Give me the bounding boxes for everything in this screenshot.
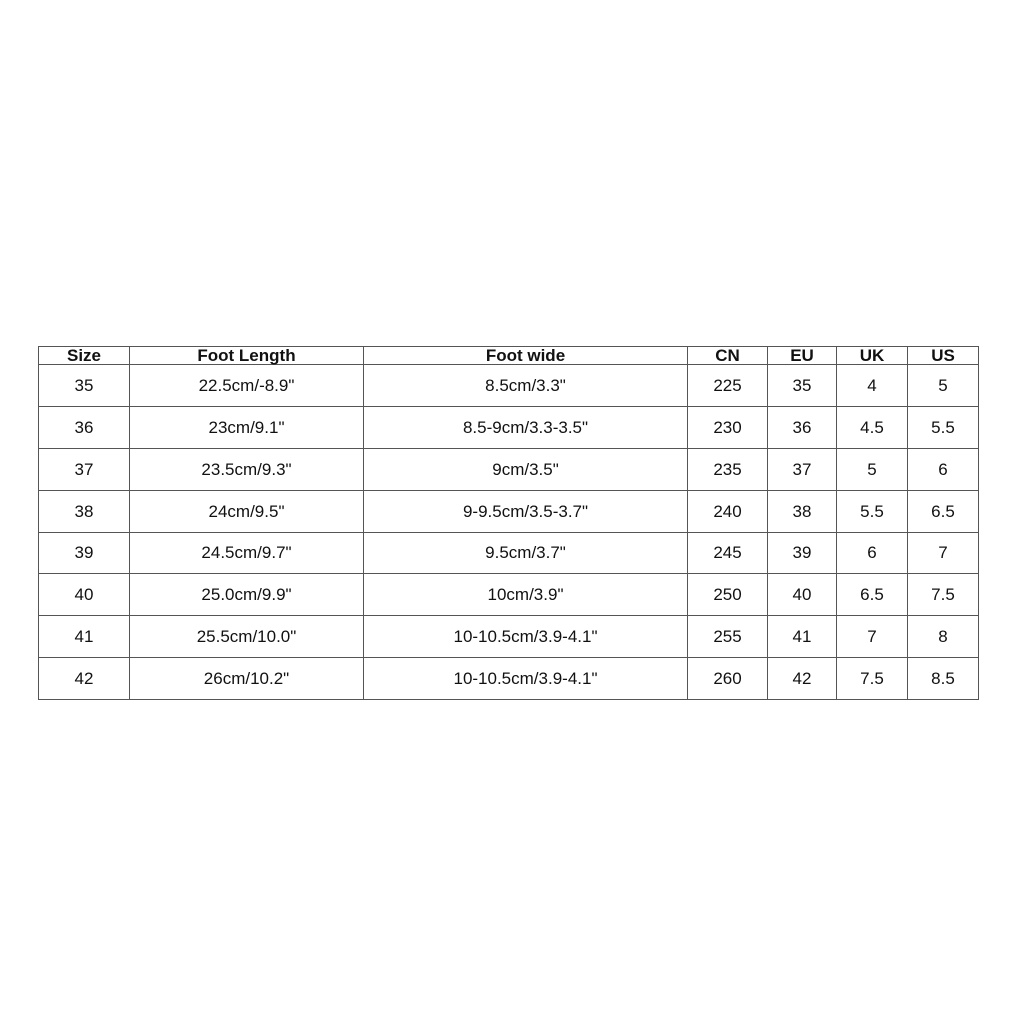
cell-us: 7 (908, 532, 979, 574)
cell-size: 42 (39, 658, 130, 700)
table-row (39, 365, 979, 407)
cell-eu: 40 (768, 574, 837, 616)
cell-cn: 235 (688, 448, 768, 490)
cell-foot-length: 24cm/9.5" (130, 490, 364, 532)
cell-size: 37 (39, 448, 130, 490)
cell-foot-wide: 9cm/3.5" (364, 448, 688, 490)
size-chart-table (38, 346, 979, 700)
cell-foot-length: 23.5cm/9.3" (130, 448, 364, 490)
table-row (39, 406, 979, 448)
cell-size: 41 (39, 616, 130, 658)
header-foot-length: Foot Length (130, 347, 364, 365)
cell-size: 38 (39, 490, 130, 532)
cell-us: 6 (908, 448, 979, 490)
cell-cn: 245 (688, 532, 768, 574)
cell-foot-wide: 8.5cm/3.3" (364, 365, 688, 407)
cell-us: 8.5 (908, 658, 979, 700)
table-row (39, 658, 979, 700)
size-chart (38, 346, 978, 700)
table-row (39, 532, 979, 574)
header-uk: UK (837, 347, 908, 365)
cell-foot-wide: 8.5-9cm/3.3-3.5" (364, 406, 688, 448)
header-cn: CN (688, 347, 768, 365)
cell-foot-length: 23cm/9.1" (130, 406, 364, 448)
header-eu: EU (768, 347, 837, 365)
cell-size: 36 (39, 406, 130, 448)
header-foot-wide: Foot wide (364, 347, 688, 365)
cell-cn: 255 (688, 616, 768, 658)
cell-eu: 41 (768, 616, 837, 658)
table-row (39, 448, 979, 490)
cell-size: 35 (39, 365, 130, 407)
header-us: US (908, 347, 979, 365)
cell-foot-length: 24.5cm/9.7" (130, 532, 364, 574)
cell-cn: 240 (688, 490, 768, 532)
cell-foot-wide: 10-10.5cm/3.9-4.1" (364, 616, 688, 658)
cell-eu: 37 (768, 448, 837, 490)
cell-uk: 7 (837, 616, 908, 658)
cell-cn: 230 (688, 406, 768, 448)
cell-uk: 6 (837, 532, 908, 574)
cell-eu: 36 (768, 406, 837, 448)
table-row (39, 490, 979, 532)
cell-uk: 4.5 (837, 406, 908, 448)
cell-foot-wide: 9.5cm/3.7" (364, 532, 688, 574)
table-row (39, 574, 979, 616)
cell-us: 5.5 (908, 406, 979, 448)
cell-eu: 39 (768, 532, 837, 574)
cell-us: 8 (908, 616, 979, 658)
cell-foot-length: 22.5cm/-8.9" (130, 365, 364, 407)
cell-uk: 4 (837, 365, 908, 407)
cell-uk: 5 (837, 448, 908, 490)
cell-foot-wide: 10cm/3.9" (364, 574, 688, 616)
cell-foot-length: 25.5cm/10.0" (130, 616, 364, 658)
cell-uk: 5.5 (837, 490, 908, 532)
header-size: Size (39, 347, 130, 365)
cell-uk: 6.5 (837, 574, 908, 616)
cell-foot-wide: 9-9.5cm/3.5-3.7" (364, 490, 688, 532)
cell-eu: 35 (768, 365, 837, 407)
cell-us: 6.5 (908, 490, 979, 532)
cell-foot-wide: 10-10.5cm/3.9-4.1" (364, 658, 688, 700)
cell-uk: 7.5 (837, 658, 908, 700)
cell-foot-length: 25.0cm/9.9" (130, 574, 364, 616)
cell-us: 5 (908, 365, 979, 407)
cell-cn: 250 (688, 574, 768, 616)
cell-eu: 38 (768, 490, 837, 532)
cell-cn: 260 (688, 658, 768, 700)
table-row (39, 616, 979, 658)
cell-us: 7.5 (908, 574, 979, 616)
cell-cn: 225 (688, 365, 768, 407)
header-row (39, 347, 979, 365)
cell-foot-length: 26cm/10.2" (130, 658, 364, 700)
cell-eu: 42 (768, 658, 837, 700)
cell-size: 39 (39, 532, 130, 574)
cell-size: 40 (39, 574, 130, 616)
